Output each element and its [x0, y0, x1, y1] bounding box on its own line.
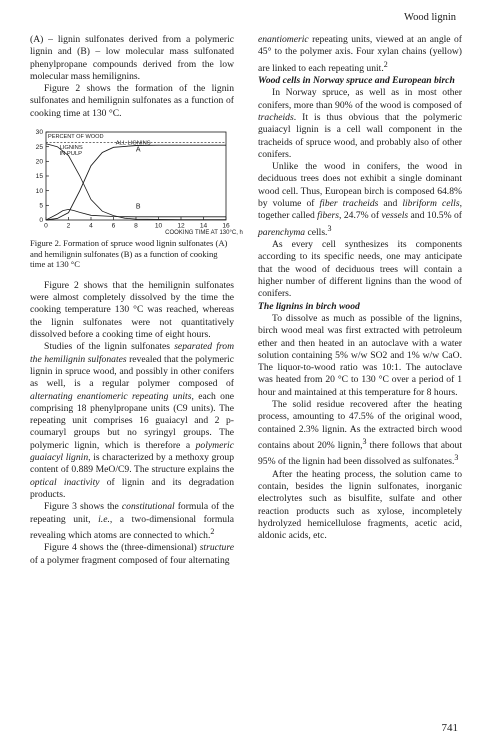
annotation-lignins-in-pulp: LIGNINS — [59, 145, 83, 152]
y-tick-label: 15 — [35, 173, 43, 181]
section-heading: Wood cells in Norway spruce and European birch — [258, 75, 455, 87]
y-axis-label: PERCENT OF WOOD — [48, 134, 104, 141]
paragraph: To dissolve as much as possible of the lignins, birch wood meal was first extracted with petroleum ether and then heated in an autoclave with a water solution containing 5% w/w SO2 and 1% w/w CaO. The liquor-to-wood ratio was 10:1. The autoclave was heated from 20 °C to 130 °C over a period of 1 hour and maintained at this temperature for 8 hours. — [258, 312, 462, 398]
x-tick-label: 4 — [89, 222, 93, 230]
left-column — [30, 34, 243, 567]
annotation-label-a: A — [135, 146, 141, 154]
annotation-all-lignins: ALL LIGNINS — [115, 140, 151, 147]
y-tick-label: 0 — [39, 217, 43, 225]
y-tick-label: 30 — [35, 129, 43, 137]
paragraph: enantiomeric repeating units, viewed at an angle of 45° to the polymer axis. Four xylan chains (yellow) are linked to each repeating unit.$^2$ — [258, 34, 462, 74]
figure-2-chart — [30, 128, 243, 237]
running-header: Wood lignin — [404, 12, 456, 23]
x-tick-label: 8 — [134, 222, 138, 230]
annotation-label-b: B — [135, 203, 141, 211]
x-tick-label: 14 — [199, 222, 208, 230]
paragraph: After the heating process, the solution came to contain, besides the lignin sulfonates, inorganic electrolytes such as bisulfite, sulfate and other reaction products such as xylose, incompletely hydrolyzed hemicellulose fragments, acetic acid, aldonic acids, etc. — [258, 468, 462, 542]
x-tick-label: 0 — [44, 222, 48, 230]
paragraph: Unlike the wood in conifers, the wood in deciduous trees does not exhibit a single dominant wood cell. Thus, European birch is composed 64.8% by volume of fiber tracheids and libriform cells, together called fibers, 24.7% of vessels and 10.5% of parenchyma cells.$^3$ — [258, 161, 462, 238]
x-tick-label: 12 — [177, 222, 185, 230]
paragraph: As every cell synthesizes its components according to its specific needs, one may anticipate that the wood of deciduous trees will contain a higher number of different lignins than the wood of conifers. — [258, 239, 462, 300]
paragraph: In Norway spruce, as well as in most other conifers, more than 90% of the wood is composed of tracheids. It is thus obvious that the polymeric guaiacyl lignin is a cell wall component in the tracheids of spruce wood, and probably also of other conifers. — [258, 87, 462, 160]
paragraph: Figure 2 shows that the hemilignin sulfonates were almost completely dissolved by the time the cooking temperature 130 °C was reached, whereas the lignin sulfonates were not quantitatively dissolved before a cooking time of eight hours. — [30, 279, 234, 341]
paragraph: The solid residue recovered after the heating process, amounting to 47.5% of the original wood, contained 2.3% lignin. As the extracted birch wood contains about 20% lignin,$^3$ there follows that about 95% of the lignin had been dissolved as sulfonates.$^3$ — [258, 398, 463, 468]
x-tick-label: 6 — [111, 222, 116, 230]
paragraph: Studies of the lignin sulfonates separated from the hemilignin sulfonates revealed that the polymeric lignin in spruce wood, and possibly in other conifers as well, is a regular polymer composed of alternating enantiomeric repeating units, each one comprising 18 phenylpropane units (C9 units). The repeating unit comprises 16 guaiacyl and 2 p-coumaryl groups but no syringyl groups. The polymeric lignin, which is therefore a polymeric guaiacyl lignin, is characterized by a methoxy group content of 0.889 MeO/C9. The structure explains the optical inactivity of lignin and its degradation products. — [30, 341, 234, 500]
annotation-lignins-in-pulp: IN PULP — [59, 150, 83, 157]
right-column — [258, 34, 462, 543]
paragraph: Figure 2 shows the formation of the lignin sulfonates and hemilignin sulfonates as a function of cooking time at 130 °C. — [30, 83, 234, 119]
figure-caption: Figure 2. Formation of spruce wood lignin sulfonates (A) and hemilignin sulfonates (B) as a function of cooking time at 130 °C — [30, 238, 228, 270]
x-axis-label: COOKING TIME AT 130°C, h — [165, 230, 243, 237]
page-number: 741 — [441, 722, 458, 734]
y-tick-label: 5 — [39, 202, 43, 210]
paragraph: Figure 4 shows the (three-dimensional) structure of a polymer fragment composed of four alternating — [30, 542, 234, 566]
paragraph: Figure 3 shows the constitutional formula of the repeating unit, i.e., a two-dimensional formula revealing which atoms are connected to which.$^2$ — [30, 501, 235, 541]
x-tick-label: 2 — [66, 222, 71, 230]
x-tick-label: 10 — [154, 222, 163, 230]
x-tick-label: 16 — [222, 222, 230, 230]
section-heading: The lignins in birch wood — [258, 300, 360, 312]
y-tick-label: 20 — [35, 158, 43, 166]
y-tick-label: 25 — [35, 143, 43, 151]
y-tick-label: 10 — [35, 187, 43, 195]
paragraph: (A) – lignin sulfonates derived from a polymeric lignin and (B) – low molecular mass sulfonated phenylpropane compounds derived from the low molecular mass hemilignins. — [30, 34, 234, 82]
